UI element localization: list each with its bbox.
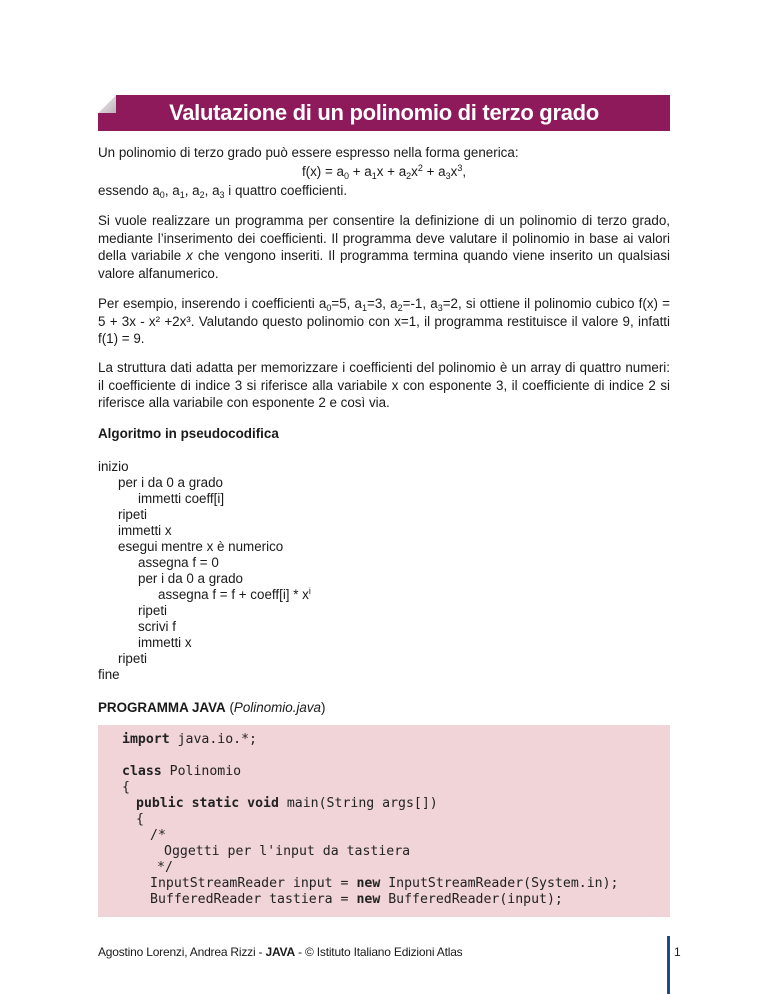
pseudo-line: immetti coeff[i] (138, 491, 225, 506)
pseudo-line: per i da 0 a grado (118, 475, 223, 490)
pseudo-line: esegui mentre x è numerico (118, 539, 284, 554)
description-paragraph: Si vuole realizzare un programma per consentire la definizione di un polinomio di terzo grado, mediante l’inserimento dei coefficienti. Il programma deve valutare il polinomio in base ai valori della variabile x che vengono inseriti. Il programma termina quando viene inserito un qualsiasi valore alfanumerico. (98, 213, 670, 281)
code-line: */ (157, 860, 173, 875)
pseudo-line: inizio (98, 459, 129, 474)
coefficients-line: essendo $a_0$, $a_1$, $a_2$, $a_3$ i quattro coefficienti. (98, 183, 348, 200)
page-marker (667, 936, 670, 994)
footer-credits: Agostino Lorenzi, Andrea Rizzi - JAVA - © Istituto Italiano Edizioni Atlas (98, 945, 463, 959)
intro-sentence: Un polinomio di terzo grado può essere espresso nella forma generica: (98, 145, 519, 160)
pseudo-line: immetti x (138, 635, 192, 650)
pseudo-line: fine (98, 667, 120, 682)
code-line: Oggetti per l'input da tastiera (164, 844, 411, 859)
algorithm-heading: Algoritmo in pseudocodifica (98, 426, 279, 441)
pseudo-line: ripeti (138, 603, 168, 618)
pseudo-line: immetti x (118, 523, 172, 538)
pseudo-line: scrivi f (138, 619, 176, 634)
data-structure-paragraph: La struttura dati adatta per memorizzare i coefficienti del polinomio è un array di quattro numeri: il coefficiente di indice 3 si riferisce alla variabile x con esponente 3, il coefficiente di indice 2 si riferisce alla variabile con esponente 2 e così via. (98, 360, 670, 410)
page-number: 1 (674, 945, 681, 959)
pseudo-line: assegna f = 0 (138, 555, 219, 570)
formula: $f(x) = a_0 + a_1x + a_2x^2 + a_3x^3$, (301, 163, 467, 181)
program-heading: PROGRAMMA JAVA (Polinomio.java) (98, 700, 326, 715)
pseudo-line: ripeti (118, 507, 148, 522)
code-line: class Polinomio (122, 764, 242, 779)
code-line: { (136, 812, 144, 827)
code-line: BufferedReader tastiera = new BufferedReader(input); (150, 892, 563, 907)
page-title: Valutazione di un polinomio di terzo grado (169, 100, 599, 125)
example-paragraph: Per esempio, inserendo i coefficienti $a_0=5$, $a_1=3$, $a_2=-1$, $a_3=2$, si ottiene il polinomio cubico f(x) = 5 + 3x - x² +2x³. Valutando questo polinomio con x=1, il programma restituisce il valore 9, infatti f(1) = 9. (98, 296, 670, 346)
code-line: { (122, 780, 130, 795)
pseudo-line: per i da 0 a grado (138, 571, 243, 586)
code-line: public static void main(String args[]) (136, 796, 438, 811)
code-line: import java.io.*; (122, 732, 257, 747)
code-line: InputStreamReader input = new InputStreamReader(System.in); (150, 876, 619, 891)
pseudo-line: assegna f = f + coeff[i] * $x^i$ (158, 586, 311, 602)
code-line: /* (150, 828, 166, 843)
pseudo-line: ripeti (118, 651, 148, 666)
